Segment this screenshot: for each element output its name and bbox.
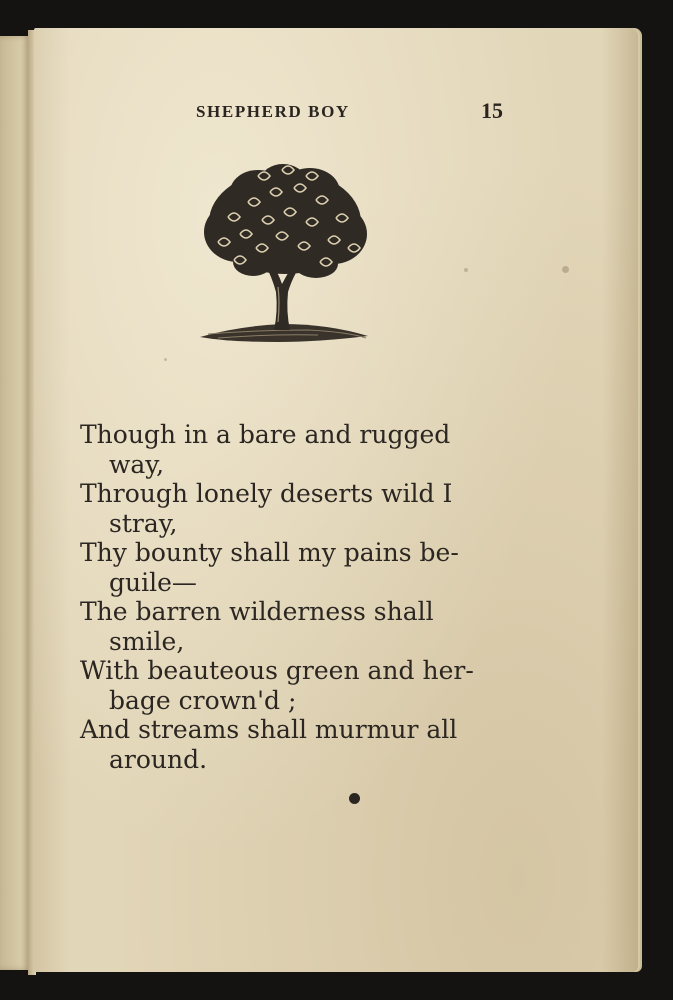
poem-line: around. xyxy=(109,744,208,774)
poem-line: guile— xyxy=(109,567,197,597)
poem-line: bage crown'd ; xyxy=(109,685,297,715)
facing-page-edge xyxy=(0,36,30,970)
poem-line: Thy bounty shall my pains be- xyxy=(80,538,459,567)
page-ornament xyxy=(349,793,360,804)
tree-woodcut-icon xyxy=(198,162,373,342)
poem-line: stray, xyxy=(109,508,178,538)
poem-line: smile, xyxy=(109,626,185,656)
poem-text xyxy=(80,420,510,774)
page-number: 15 xyxy=(481,98,503,123)
paper-spot xyxy=(464,268,468,272)
poem-line: Through lonely deserts wild I xyxy=(80,479,453,508)
paper-spot xyxy=(562,266,569,273)
poem-line: With beauteous green and her- xyxy=(80,656,474,685)
poem-line: Though in a bare and rugged xyxy=(80,420,451,449)
running-head: SHEPHERD BOY xyxy=(196,102,350,121)
poem-line: way, xyxy=(109,449,165,479)
poem-line: The barren wilderness shall xyxy=(80,597,434,626)
paper-spot xyxy=(164,358,167,361)
poem-line: And streams shall murmur all xyxy=(80,715,458,744)
